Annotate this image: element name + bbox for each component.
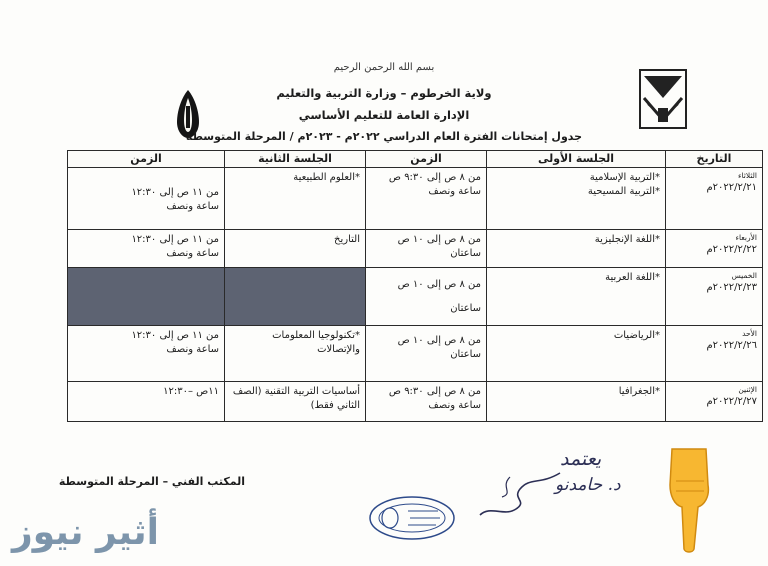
duration: ساعة ونصف <box>166 248 219 259</box>
time-range: من ٨ ص إلى ١٠ ص <box>397 279 481 290</box>
time-1-cell <box>366 230 487 268</box>
subject: الثاني فقط) <box>310 400 360 411</box>
time-range: من ٨ ص إلى ١٠ ص <box>397 335 481 346</box>
empty-time-cell <box>68 268 225 326</box>
duration: ساعتان <box>450 303 481 314</box>
time-1-cell <box>366 168 487 230</box>
session-2-cell <box>225 326 366 382</box>
table-row <box>68 230 763 268</box>
date-cell <box>666 230 763 268</box>
subject: *التربية المسيحية <box>587 186 660 197</box>
session-1-cell <box>487 382 666 422</box>
subject: *اللغة العربية <box>605 272 660 283</box>
header-session-2: الجلسة الثانية <box>225 151 366 168</box>
pointing-hand-icon <box>664 445 714 553</box>
subject: *اللغة الإنجليزية <box>594 234 660 245</box>
day-name: الإثنين <box>738 385 757 394</box>
day-name: الخميس <box>731 271 757 280</box>
subject: أساسيات التربية التقنية (الصف <box>232 386 360 397</box>
header-ministry: ولاية الخرطوم – وزارة التربية والتعليم <box>276 86 492 100</box>
header-session-1: الجلسة الأولى <box>487 151 666 168</box>
time-range: من ١١ ص إلى ١٢:٣٠ <box>131 234 219 245</box>
time-2-cell <box>68 382 225 422</box>
day-name: الأربعاء <box>735 233 757 242</box>
table-row <box>68 268 763 326</box>
technical-office-label: المكتب الفني – المرحلة المتوسطة <box>58 475 245 488</box>
day-name: الثلاثاء <box>737 171 757 180</box>
time-1-cell <box>366 326 487 382</box>
exam-date: ٢٠٢٢/٢/٢١م <box>706 182 757 193</box>
official-stamp-icon <box>368 495 456 541</box>
date-cell <box>666 168 763 230</box>
time-range: من ١١ ص إلى ١٢:٣٠ <box>131 187 219 198</box>
empty-session-cell <box>225 268 366 326</box>
session-1-cell <box>487 230 666 268</box>
header-date: التاريخ <box>666 151 763 168</box>
duration: ساعة ونصف <box>428 186 481 197</box>
exam-date: ٢٠٢٢/٢/٢٧م <box>706 396 757 407</box>
duration: ساعتان <box>450 349 481 360</box>
duration: ساعة ونصف <box>428 400 481 411</box>
table-row <box>68 168 763 230</box>
exam-schedule-table <box>67 150 763 422</box>
date-cell <box>666 268 763 326</box>
signature-scribble-icon <box>470 465 570 520</box>
approval-signature-text: يعتمد <box>560 448 602 470</box>
time-2-cell <box>68 168 225 230</box>
subject: *التربية الإسلامية <box>589 172 660 183</box>
exam-date: ٢٠٢٢/٢/٢٦م <box>706 340 757 351</box>
header-time-1: الزمن <box>366 151 487 168</box>
subject: *الرياضيات <box>613 330 660 341</box>
header-time-2: الزمن <box>68 151 225 168</box>
exam-date: ٢٠٢٢/٢/٢٣م <box>706 282 757 293</box>
page-title: جدول إمتحانات الفترة العام الدراسي ٢٠٢٢م - ٢٠٢٣م / المرحلة المتوسطة <box>185 130 583 143</box>
session-1-cell <box>487 326 666 382</box>
time-range: من ٨ ص إلى ١٠ ص <box>397 234 481 245</box>
duration: ساعتان <box>450 248 481 259</box>
signer-name: د. حامدنو <box>555 475 621 495</box>
session-1-cell <box>487 268 666 326</box>
subject: *العلوم الطبيعية <box>293 172 360 183</box>
exam-date: ٢٠٢٢/٢/٢٢م <box>706 244 757 255</box>
table-row <box>68 382 763 422</box>
day-name: الأحد <box>742 329 757 338</box>
time-range: من ٨ ص إلى ٩:٣٠ ص <box>388 172 481 183</box>
session-2-cell <box>225 168 366 230</box>
time-range: من ٨ ص إلى ٩:٣٠ ص <box>388 386 481 397</box>
time-range: ١١ص –١٢:٣٠ <box>163 386 219 397</box>
header-department: الإدارة العامة للتعليم الأساسي <box>298 108 470 122</box>
subject: التاريخ <box>334 234 360 245</box>
subject: *الجغرافيا <box>618 386 660 397</box>
session-2-cell <box>225 230 366 268</box>
time-2-cell <box>68 326 225 382</box>
table-row <box>68 326 763 382</box>
date-cell <box>666 326 763 382</box>
duration: ساعة ونصف <box>166 201 219 212</box>
table-header-row <box>68 151 763 168</box>
session-1-cell <box>487 168 666 230</box>
time-range: من ١١ ص إلى ١٢:٣٠ <box>131 330 219 341</box>
date-cell <box>666 382 763 422</box>
duration: ساعة ونصف <box>166 344 219 355</box>
time-1-cell <box>366 268 487 326</box>
session-2-cell <box>225 382 366 422</box>
time-1-cell <box>366 382 487 422</box>
subject: *تكنولوجيا المعلومات والإتصالات <box>272 330 360 355</box>
basmala: بسم الله الرحمن الرحيم <box>333 62 435 73</box>
time-2-cell <box>68 230 225 268</box>
watermark-logo: أثير نيوز <box>12 512 159 553</box>
